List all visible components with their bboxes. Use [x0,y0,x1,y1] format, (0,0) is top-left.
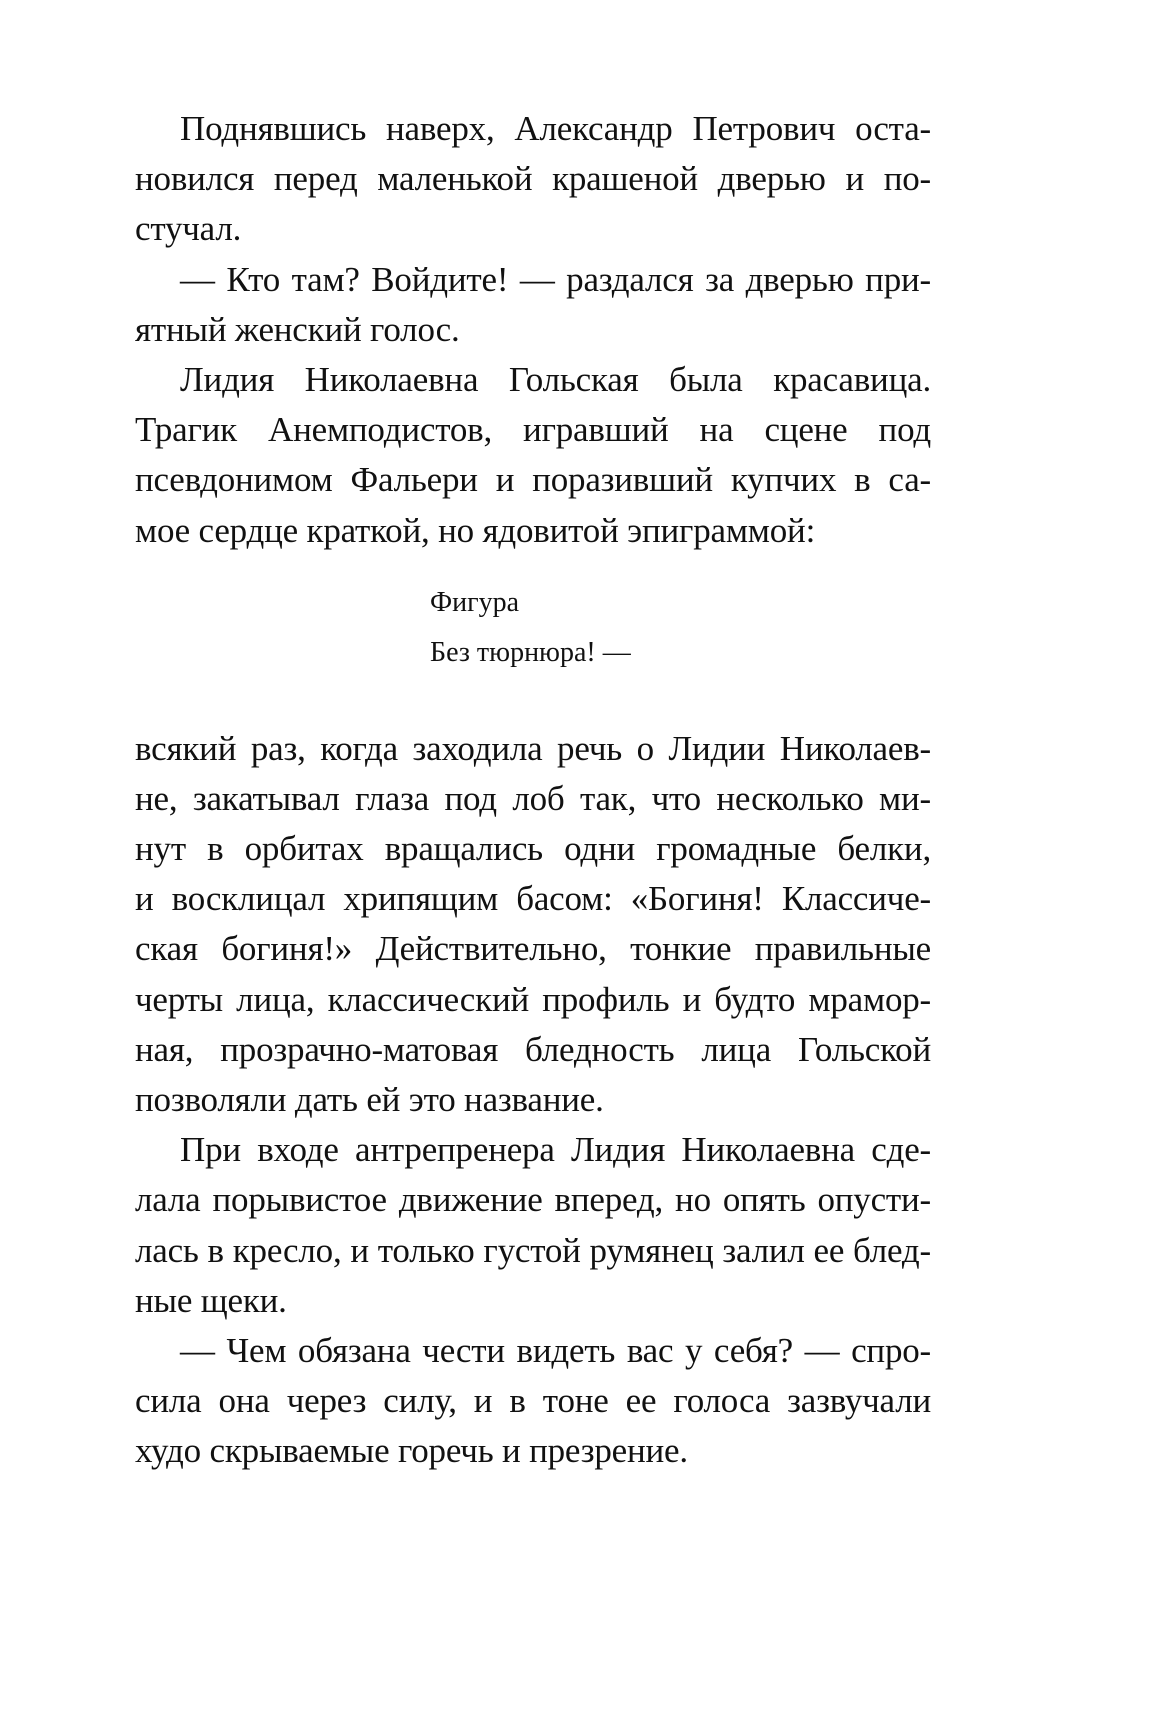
text-line: ные щеки. [135,1280,287,1320]
text-line: худо скрываемые горечь и презрение. [135,1431,688,1471]
text-line: — Чем обязана чести видеть вас у себя? — спро- [180,1330,931,1370]
text-line: Поднявшись наверх, Александр Петрович оста- [180,109,931,148]
paragraph-dialogue-who [135,255,931,355]
text-line: ная, прозрачно-матовая бледность лица Гольской [135,1029,931,1069]
text-line: стучал. [135,209,242,249]
text-line: позволяли дать ей это название. [135,1080,604,1119]
paragraph-dialogue-question [135,1326,931,1477]
text-line: новился перед маленькой крашеной дверью и по- [135,159,931,199]
text-line: нут в орбитах вращались одни громадные белки, [135,829,931,869]
text-line: мое сердце краткой, но ядовитой эпиграммой: [135,510,816,550]
paragraph-lidia-description [135,355,931,556]
verse-line: Без тюрнюра! — [430,636,631,668]
text-line: Трагик Анемподистов, игравший на сцене под [135,410,931,450]
text-line: и восклицал хрипящим басом: «Богиня! Классиче- [135,879,931,919]
paragraph-arrival [135,104,931,255]
text-line: — Кто там? Войдите! — раздался за дверью при- [180,259,931,299]
text-line: При входе антрепренера Лидия Николаевна сде- [180,1130,931,1170]
text-line: Лидия Николаевна Гольская была красавица. [180,359,931,399]
text-line: не, закатывал глаза под лоб так, что несколько ми- [135,778,931,818]
text-line: всякий раз, когда заходила речь о Лидии Николаев- [135,728,931,768]
text-line: лала порывистое движение вперед, но опять опусти- [135,1180,931,1220]
text-line: ятный женский голос. [135,309,460,349]
paragraph-continuation [135,724,931,1126]
verse-line: Фигура [430,586,520,618]
text-line: ская богиня!» Действительно, тонкие правильные [135,929,931,969]
text-line: черты лица, классический профиль и будто мрамор- [135,979,931,1019]
paragraph-entrance [135,1125,931,1326]
text-line: сила она через силу, и в тоне ее голоса зазвучали [135,1381,931,1421]
epigram-verse [430,578,730,678]
book-page [135,104,931,1477]
text-line: псевдонимом Фальери и поразивший купчих в са- [135,460,931,500]
text-line: лась в кресло, и только густой румянец залил ее блед- [135,1230,931,1270]
